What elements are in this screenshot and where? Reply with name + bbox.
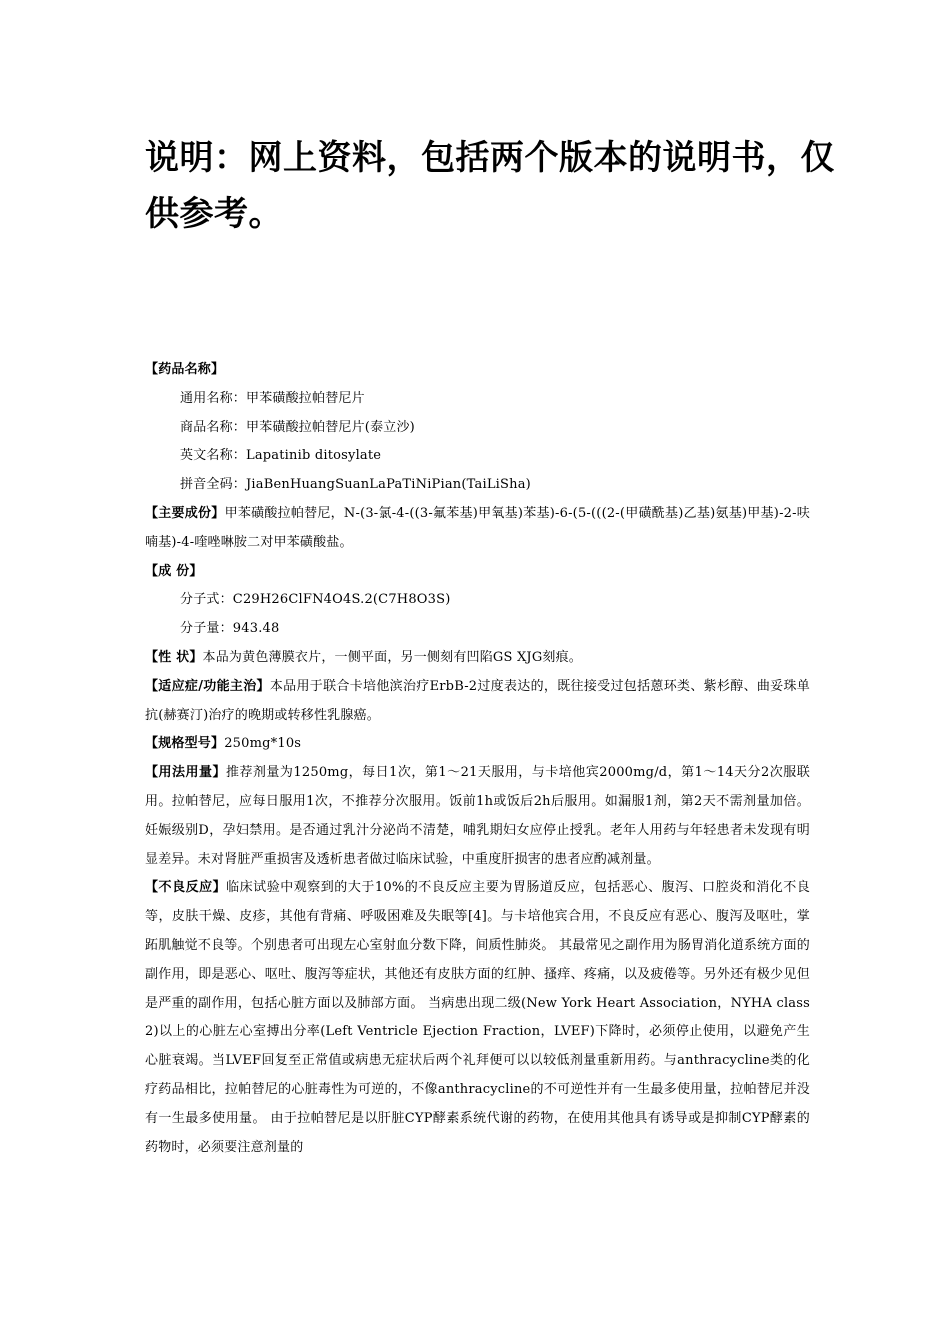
usage-label: 【用法用量】 [145, 765, 226, 781]
adverse-text: 临床试验中观察到的大于10%的不良反应主要为胃肠道反应，包括恶心、腹泻、口腔炎和消化不良等，皮肤干燥、皮疹，其他有背痛、呼吸困难及失眠等[4]。与卡培他宾合用，不良反应有恶心、腹泻及呕吐，掌跖肌触觉不良等。个别患者可出现左心室射血分数下降，间质性肺炎。 其最常见之副作用为肠胃消化道系统方面的副作用，即是恶心、呕吐、腹泻等症状，其他还有皮肤方面的红肿、搔痒、疼痛，以及疲倦等。另外还有极少见但是严重的副作用，包括心脏方面以及肺部方面。 当病患出现二级(New York Heart Association，NYHA class 2)以上的心脏左心室搏出分率(Left Ventricle Ejection Fraction，LVEF)下降时，必须停止使用，以避免产生心脏衰竭。当LVEF回复至正常值或病患无症状后两个礼拜便可以以较低剂量重新用药。与anthracycline类的化疗药品相比，拉帕替尼的心脏毒性为可逆的，不像anthracycline的不可逆性并有一生最多使用量，拉帕替尼并没有一生最多使用量。 由于拉帕替尼是以肝脏CYP酵素系统代谢的药物，在使用其他具有诱导或是抑制CYP酵素的药物时，必须要注意剂量的 [145, 880, 811, 1155]
main-ingredient-label: 【主要成份】 [145, 505, 225, 521]
indication-text: 本品用于联合卡培他滨治疗ErbB-2过度表达的，既往接受过包括蒽环类、紫杉醇、曲妥珠单抗(赫赛汀)治疗的晚期或转移性乳腺癌。 [145, 678, 811, 723]
indication-section [145, 673, 810, 731]
pinyin-name: 拼音全码：JiaBenHuangSuanLaPaTiNiPian(TaiLiSha) [180, 477, 531, 493]
spec-text: 250mg*10s [224, 736, 302, 752]
spec-section [145, 730, 810, 759]
spec-label: 【规格型号】 [145, 736, 225, 752]
usage-text: 推荐剂量为1250mg，每日1次，第1～21天服用，与卡培他宾2000mg/d，第1～14天分2次服联用。拉帕替尼，应每日服用1次，不推荐分次服用。饭前1h或饭后2h后服用。如漏服1剂，第2天不需剂量加倍。妊娠级别D，孕妇禁用。是否通过乳汁分泌尚不清楚，哺乳期妇女应停止授乳。老年人用药与年轻患者未发现有明显差异。未对肾脏严重损害及透析患者做过临床试验，中重度肝损害的患者应酌减剂量。 [145, 765, 810, 867]
composition-label: 【成 份】 [145, 563, 203, 579]
main-ingredient-text: 甲苯磺酸拉帕替尼，N-(3-氯-4-((3-氟苯基)甲氧基)苯基)-6-(5-(((2-(甲磺酰基)乙基)氨基)甲基)-2-呋喃基)-4-喹唑啉胺二对甲苯磺酸盐。 [145, 505, 810, 550]
page-title: 说明：网上资料，包括两个版本的说明书，仅供参考。 [145, 138, 835, 234]
main-ingredient-section [145, 500, 810, 558]
composition-section [145, 558, 810, 587]
appearance-section [145, 644, 810, 673]
drug-name-section [145, 356, 810, 385]
usage-section [145, 759, 810, 874]
drug-leaflet-body [145, 356, 810, 1162]
appearance-label: 【性 状】 [145, 649, 203, 665]
english-name: 英文名称：Lapatinib ditosylate [180, 448, 382, 464]
adverse-section [145, 874, 810, 1162]
drug-name-label: 【药品名称】 [145, 362, 225, 377]
indication-label: 【适应症/功能主治】 [145, 678, 270, 694]
molecular-formula: 分子式：C29H26ClFN4O4S.2(C7H8O3S) [180, 592, 451, 608]
adverse-label: 【不良反应】 [145, 880, 227, 896]
generic-name: 通用名称：甲苯磺酸拉帕替尼片 [180, 390, 365, 406]
appearance-text: 本品为黄色薄膜衣片，一侧平面，另一侧刻有凹陷GS XJG刻痕。 [202, 649, 583, 665]
molecular-weight: 分子量：943.48 [180, 621, 280, 637]
trade-name: 商品名称：甲苯磺酸拉帕替尼片(泰立沙) [180, 419, 415, 435]
